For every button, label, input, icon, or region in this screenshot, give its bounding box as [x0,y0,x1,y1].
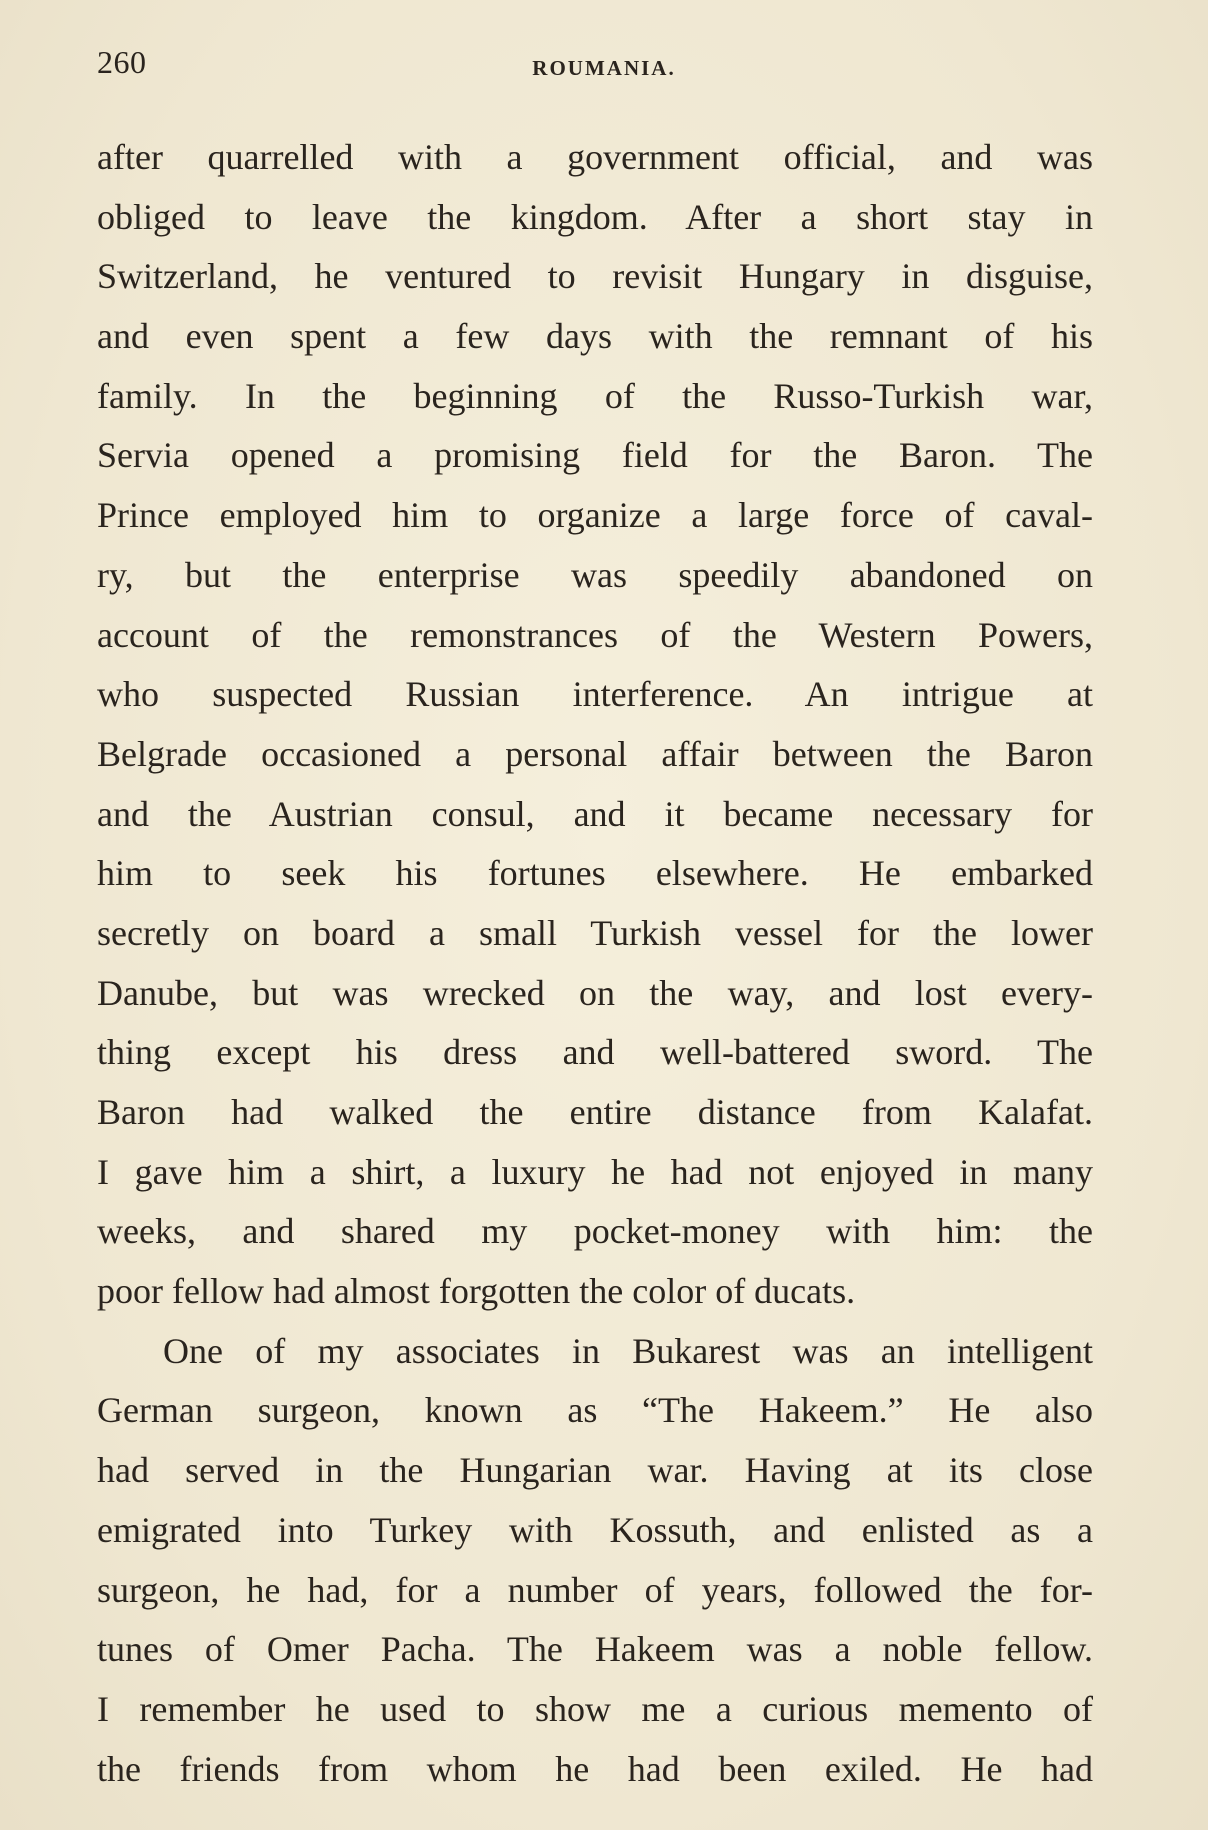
text-line: account of the remonstrances of the Western Powers, [97,614,1093,655]
text-line: secretly on board a small Turkish vessel for the lower [97,912,1093,953]
text-line: I remember he used to show me a curious memento of [97,1688,1093,1729]
text-line: surgeon, he had, for a number of years, followed the for- [97,1569,1093,1610]
text-line: after quarrelled with a government official, and was [97,137,1093,177]
text-line: weeks, and shared my pocket-money with him: the [97,1211,1093,1252]
text-line: Baron had walked the entire distance from Kalafat. [97,1092,1093,1132]
text-line: him to seek his fortunes elsewhere. He embarked [97,853,1093,894]
text-line: Belgrade occasioned a personal affair between the Baron [97,733,1093,774]
text-line: thing except his dress and well-battered sword. The [97,1032,1093,1073]
page-number: 260 [97,44,147,80]
text-line: emigrated into Turkey with Kossuth, and enlisted as a [97,1509,1093,1550]
paragraph-end-line: poor fellow had almost forgotten the color of ducats. [97,1271,856,1312]
text-line: had served in the Hungarian war. Having at its close [97,1450,1093,1491]
text-line: and the Austrian consul, and it became necessary for [97,793,1093,834]
text-line: the friends from whom he had been exiled. He had [97,1748,1093,1789]
text-line: German surgeon, known as “The Hakeem.” He also [97,1390,1093,1431]
body-text [97,128,1093,1799]
text-line: and even spent a few days with the remnant of his [97,316,1093,357]
text-line: ry, but the enterprise was speedily abandoned on [97,554,1093,595]
text-line: Prince employed him to organize a large force of caval- [97,495,1093,536]
text-line: I gave him a shirt, a luxury he had not enjoyed in many [97,1151,1093,1192]
text-line: family. In the beginning of the Russo-Turkish war, [97,375,1093,416]
running-head: ROUMANIA. [532,56,676,80]
text-line: obliged to leave the kingdom. After a short stay in [97,196,1093,237]
page-header [0,44,1208,94]
text-line: Switzerland, he ventured to revisit Hungary in disguise, [97,256,1093,297]
text-line: Danube, but was wrecked on the way, and lost every- [97,972,1093,1013]
text-line: who suspected Russian interference. An intrigue at [97,674,1093,715]
text-line: tunes of Omer Pacha. The Hakeem was a noble fellow. [97,1629,1093,1670]
text-line: Servia opened a promising field for the Baron. The [97,435,1093,476]
paragraph-start-line: One of my associates in Bukarest was an intelligent [163,1330,1093,1371]
